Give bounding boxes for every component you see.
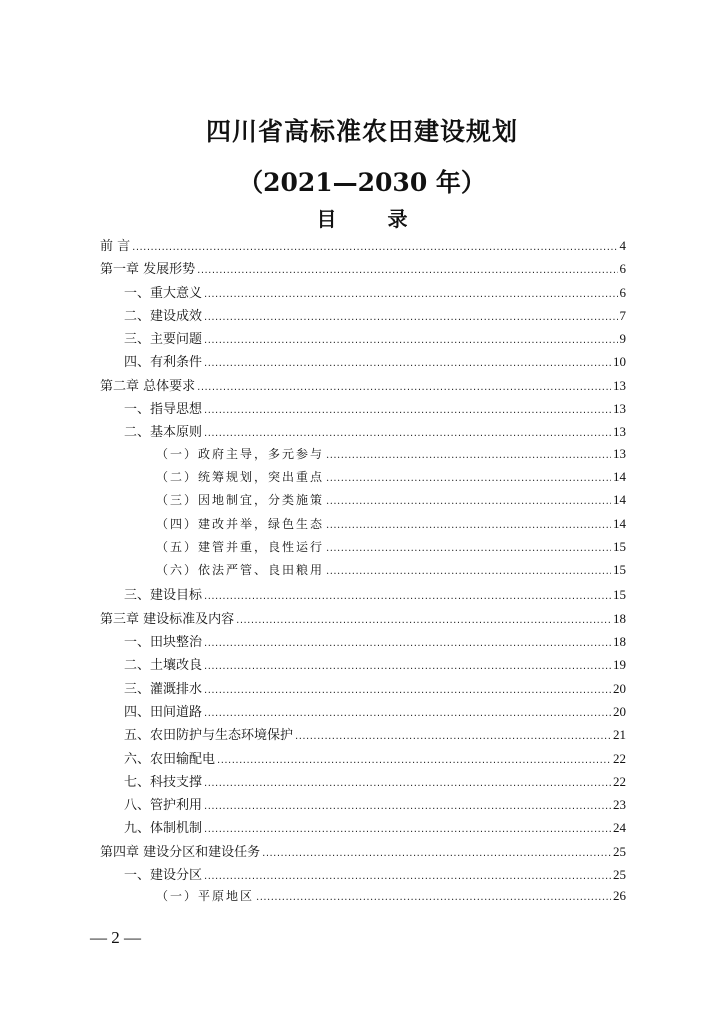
- toc-entry-label: 二、土壤改良: [124, 658, 203, 674]
- toc-entry-label: 四、有利条件: [124, 355, 203, 371]
- toc-entry[interactable]: [100, 538, 626, 561]
- toc-entry[interactable]: [100, 282, 626, 305]
- toc-leader-dots: [262, 848, 611, 859]
- toc-entry[interactable]: [100, 864, 626, 887]
- toc-leader-dots: [204, 801, 611, 812]
- toc-leader-dots: [326, 496, 611, 507]
- toc-leader-dots: [295, 731, 611, 742]
- toc-entry-page: 25: [613, 843, 626, 859]
- toc-leader-dots: [326, 543, 611, 554]
- toc-leader-dots: [204, 405, 611, 416]
- toc-leader-dots: [204, 778, 611, 789]
- document-subtitle: （2021—2030 年）: [238, 168, 486, 197]
- toc-leader-dots: [326, 520, 611, 531]
- toc-entry-page: 15: [613, 538, 626, 554]
- toc-leader-dots: [236, 615, 611, 626]
- toc-leader-dots: [256, 892, 611, 903]
- toc-entry-label: （四）建改并举，绿色生态: [156, 516, 325, 531]
- toc-entry[interactable]: [100, 235, 626, 258]
- toc-entry[interactable]: [100, 421, 626, 444]
- toc-entry[interactable]: [100, 398, 626, 421]
- toc-entry-page: 7: [619, 307, 626, 323]
- toc-entry[interactable]: [100, 375, 626, 398]
- toc-entry-page: 26: [613, 888, 626, 904]
- toc-entry-label: 三、建设目标: [124, 588, 203, 604]
- toc-leader-dots: [204, 591, 611, 602]
- toc-entry-page: 19: [613, 657, 626, 673]
- toc-entry-page: 15: [613, 587, 626, 603]
- toc-leader-dots: [204, 312, 617, 323]
- toc-entry-page: 9: [619, 331, 626, 347]
- toc-entry-page: 18: [613, 610, 626, 626]
- toc-entry[interactable]: [100, 771, 626, 794]
- toc-leader-dots: [132, 242, 617, 253]
- toc-entry[interactable]: [100, 491, 626, 514]
- toc-entry-page: 13: [613, 445, 626, 461]
- toc-leader-dots: [204, 428, 611, 439]
- toc-entry[interactable]: [100, 584, 626, 607]
- toc-entry-label: 一、田块整治: [124, 635, 203, 651]
- page-number: — 2 —: [90, 928, 141, 947]
- toc-entry-page: 20: [613, 703, 626, 719]
- toc-entry[interactable]: [100, 608, 626, 631]
- toc-entry-label: 第一章 发展形势: [100, 262, 196, 278]
- toc-entry-label: 前 言: [100, 239, 131, 254]
- toc-entry-label: 第三章 建设标准及内容: [100, 611, 235, 627]
- toc-entry-page: 13: [613, 401, 626, 417]
- toc-leader-dots: [204, 358, 611, 369]
- toc-entry-page: 15: [613, 562, 626, 578]
- toc-heading: 目 录: [316, 207, 430, 231]
- toc-entry-label: （六）依法严管、良田粮用: [156, 563, 325, 578]
- toc-entry-page: 6: [619, 284, 626, 300]
- toc-entry-page: 14: [613, 515, 626, 531]
- toc-entry-page: 10: [613, 354, 626, 370]
- toc-leader-dots: [204, 824, 611, 835]
- toc-leader-dots: [197, 265, 617, 276]
- toc-entry-page: 14: [613, 492, 626, 508]
- toc-entry-label: 第二章 总体要求: [100, 378, 196, 394]
- toc-entry[interactable]: [100, 678, 626, 701]
- toc-entry-label: 二、建设成效: [124, 308, 203, 324]
- toc-entry[interactable]: [100, 841, 626, 864]
- toc-leader-dots: [197, 382, 611, 393]
- toc-entry-label: 第四章 建设分区和建设任务: [100, 844, 261, 860]
- toc-entry[interactable]: [100, 631, 626, 654]
- toc-entry[interactable]: [100, 328, 626, 351]
- toc-entry-page: 4: [619, 238, 626, 253]
- toc-entry-page: 25: [613, 867, 626, 883]
- toc-entry-label: （一）政府主导，多元参与: [156, 446, 325, 461]
- toc-leader-dots: [204, 289, 617, 300]
- toc-entry[interactable]: [100, 258, 626, 281]
- toc-entry-page: 24: [613, 820, 626, 836]
- toc-entry-label: 七、科技支撑: [124, 774, 203, 790]
- toc-entry-page: 21: [613, 727, 626, 743]
- toc-entry[interactable]: [100, 445, 626, 468]
- toc-entry[interactable]: [100, 724, 626, 747]
- toc-entry-label: 一、指导思想: [124, 402, 203, 418]
- toc-entry-label: 八、管护利用: [124, 798, 203, 814]
- toc-entry-page: 13: [613, 377, 626, 393]
- toc-entry-label: 三、主要问题: [124, 332, 203, 348]
- toc-entry-label: 五、农田防护与生态环境保护: [124, 728, 294, 744]
- toc-entry-label: 一、重大意义: [124, 285, 203, 301]
- toc-entry-page: 6: [619, 261, 626, 277]
- toc-leader-dots: [204, 871, 611, 882]
- toc-entry-label: （三）因地制宜，分类施策: [156, 493, 325, 508]
- toc-entry-page: 22: [613, 750, 626, 766]
- toc-entry[interactable]: [100, 794, 626, 817]
- toc-leader-dots: [204, 335, 617, 346]
- toc-entry[interactable]: [100, 654, 626, 677]
- toc-entry[interactable]: [100, 701, 626, 724]
- toc-entry-page: 14: [613, 468, 626, 484]
- toc-leader-dots: [326, 566, 611, 577]
- toc-entry-page: 13: [613, 424, 626, 440]
- toc-entry-label: 二、基本原则: [124, 425, 203, 441]
- toc-entry[interactable]: [100, 817, 626, 840]
- toc-entry-page: 18: [613, 634, 626, 650]
- toc-entry-label: 三、灌溉排水: [124, 681, 203, 697]
- toc-leader-dots: [204, 638, 611, 649]
- document-title: 四川省高标准农田建设规划: [205, 117, 518, 146]
- toc-entry-label: 六、农田输配电: [124, 751, 216, 767]
- toc-entry[interactable]: [100, 561, 626, 584]
- toc-entry-label: （二）统筹规划，突出重点: [156, 469, 325, 484]
- toc-leader-dots: [204, 708, 611, 719]
- toc-entry[interactable]: [100, 468, 626, 491]
- toc-entry-label: （五）建管并重，良性运行: [156, 539, 325, 554]
- toc-leader-dots: [204, 661, 611, 672]
- toc-entry-page: 20: [613, 680, 626, 696]
- toc-entry[interactable]: [100, 351, 626, 374]
- toc-entry[interactable]: [100, 748, 626, 771]
- toc-leader-dots: [204, 685, 611, 696]
- toc-entry-label: 四、田间道路: [124, 704, 203, 720]
- toc-leader-dots: [326, 450, 611, 461]
- toc-entry-label: （一）平原地区: [156, 889, 255, 904]
- toc-leader-dots: [326, 473, 611, 484]
- toc-entry[interactable]: [100, 515, 626, 538]
- toc-entry[interactable]: [100, 887, 626, 910]
- toc-entry[interactable]: [100, 305, 626, 328]
- toc-leader-dots: [217, 755, 611, 766]
- toc-entry-label: 一、建设分区: [124, 868, 203, 884]
- toc-entry-page: 23: [613, 797, 626, 813]
- toc-entry-label: 九、体制机制: [124, 821, 203, 837]
- toc-entry-page: 22: [613, 773, 626, 789]
- table-of-contents: [100, 235, 626, 911]
